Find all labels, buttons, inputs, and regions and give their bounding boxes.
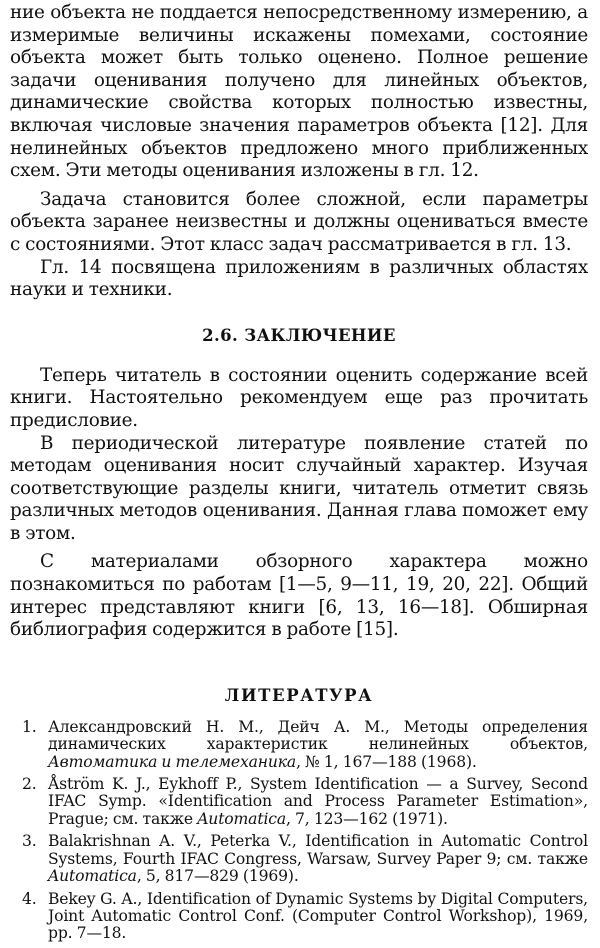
reference-item <box>10 776 588 828</box>
reference-text: Åström K. J., Eykhoff P., System Identification — a Survey, Second IFAC Symp. «Identification and Process Parameter Estimation», Prague; см. также <box>48 775 588 828</box>
reference-journal: Automatica <box>48 867 137 886</box>
paragraph: Гл. 14 посвящена приложениям в различных областях науки и техники. <box>10 256 588 301</box>
reference-journal: Автоматика и телемеханика <box>48 752 297 771</box>
references-heading: ЛИТЕРАТУРА <box>224 685 374 705</box>
paragraph: Теперь читатель в состоянии оценить содержание всей книги. Настоятельно рекомендуем еще раз прочитать предисловие. <box>10 364 588 431</box>
book-page <box>10 0 588 948</box>
reference-number: 2. <box>22 775 37 794</box>
paragraph: Задача становится более сложной, если параметры объекта заранее неизвестны и должны оцениваться вместе с состояниями. Этот класс задач рассматривается в гл. 13. <box>10 188 588 255</box>
reference-item <box>10 833 588 885</box>
section-heading: 2.6. ЗАКЛЮЧЕНИЕ <box>202 325 396 345</box>
reference-number: 3. <box>22 832 37 851</box>
reference-text: Balakrishnan A. V., Peterka V., Identification in Automatic Control Systems, Fourth IFAC Congress, Warsaw, Survey Paper 9; см. также <box>48 832 588 868</box>
reference-text: Bekey G. A., Identification of Dynamic Systems by Digital Computers, Joint Automatic Control Conf. (Computer Control Workshop), 1969, pp. 7—18. <box>48 889 588 943</box>
paragraph: С материалами обзорного характера можно познакомиться по работам [1—5, 9—11, 19, 20, 22]. Общий интерес представляют книги [6, 13, 16—18]. Обширная библиография содержится в работе [15]. <box>10 551 588 641</box>
references-list <box>10 719 588 943</box>
reference-details: , 5, 817—829 (1969). <box>136 867 299 886</box>
reference-details: , 7, 123—162 (1971). <box>286 809 448 828</box>
reference-details: , № 1, 167—188 (1968). <box>296 752 477 771</box>
reference-number: 1. <box>22 717 37 736</box>
reference-item <box>10 891 588 943</box>
paragraph: В периодической литературе появление статей по методам оценивания носит случайный характер. Изучая соответствующие разделы книги, читатель отметит связь различных методов оценивания. Данная глава поможет ему в этом. <box>10 432 588 544</box>
reference-number: 4. <box>22 889 37 908</box>
reference-journal: Automatica <box>197 809 287 828</box>
reference-item <box>10 719 588 771</box>
reference-text: Александровский Н. М., Дейч А. М., Методы определения динамических характеристик нелинейных объектов, <box>48 717 588 754</box>
paragraph-continued: ние объекта не поддается непосредственному измерению, а измеримые величины искажены помехами, состояние объекта может быть только оценено. Полное решение задачи оценивания получено для линейных объектов, динамические свойства которых полностью известны, включая числовые значения параметров объекта [12]. Для нелинейных объектов предложено много приближенных схем. Эти методы оценивания изложены в гл. 12. <box>10 2 588 182</box>
